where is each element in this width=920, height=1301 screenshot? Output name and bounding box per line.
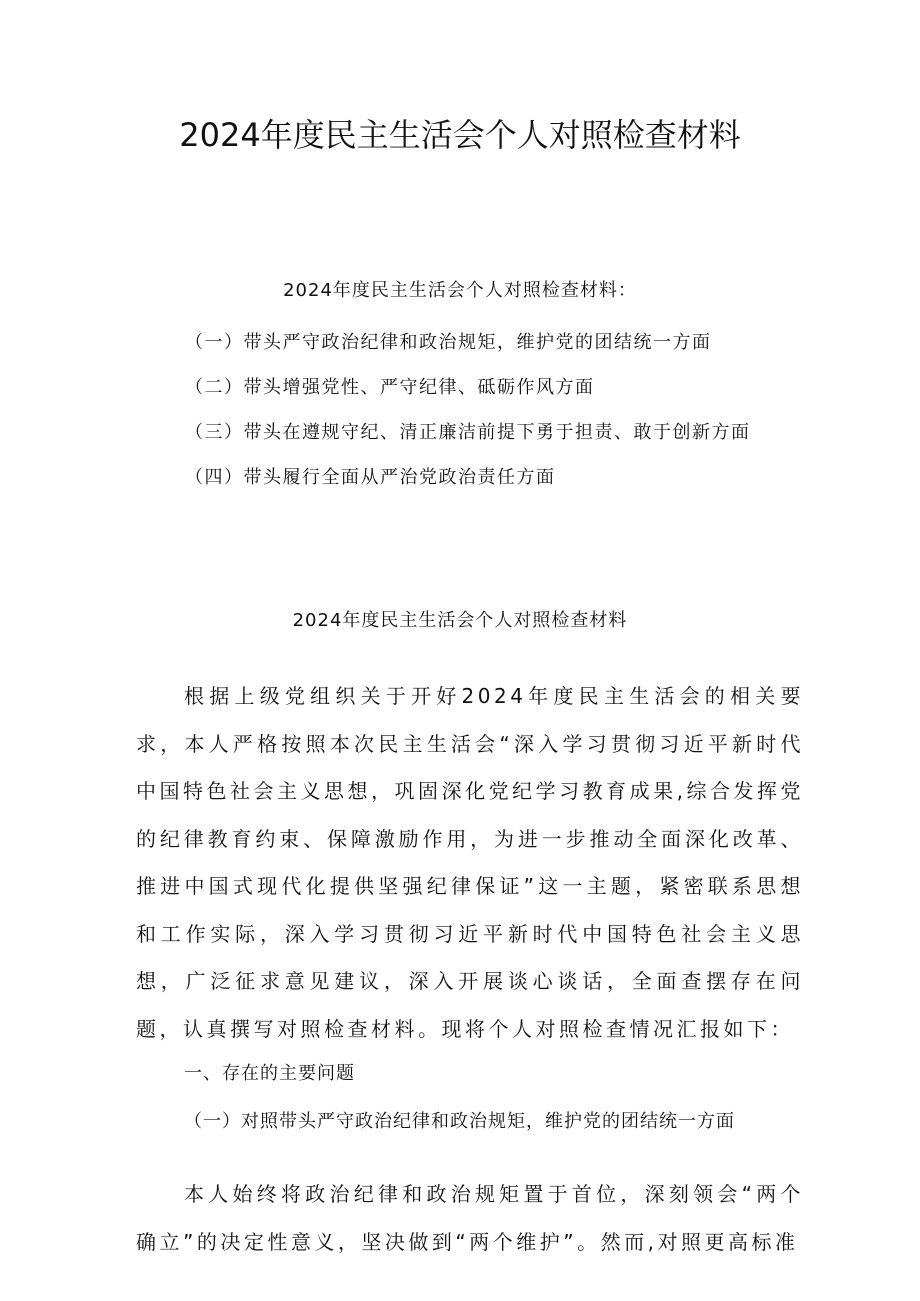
toc-heading: 2024年度民主生活会个人对照检查材料： — [283, 280, 637, 301]
toc-item: （四）带头履行全面从严治党政治责任方面 — [185, 467, 556, 488]
heading-level1: 一、存在的主要问题 — [184, 1063, 355, 1084]
toc-item: （三）带头在遵规守纪、清正廉洁前提下勇于担责、敢于创新方面 — [185, 422, 751, 443]
document-title: 2024年度民主生活会个人对照检查材料 — [179, 116, 741, 154]
toc-list — [185, 320, 875, 500]
toc-item: （一）带头严守政治纪律和政治规矩，维护党的团结统一方面 — [185, 332, 712, 353]
intro-paragraph: 根据上级党组织关于开好2024年度民主生活会的相关要求，本人严格按照本次民主生活会“深入学习贯彻习近平新时代中国特色社会主义思想，巩固深化党纪学习教育成果,综合发挥党的纪律教育约束、保障激励作用，为进一步推动全面深化改革、推进中国式现代化提供坚强纪律保证”这一主题，紧密联系思想和工作实际，深入学习贯彻习近平新时代中国特色社会主义思想，广泛征求意见建议，深入开展谈心谈话，全面查摆存在问题，认真撰写对照检查材料。现将个人对照检查情况汇报如下： — [136, 684, 804, 1041]
toc-item: （二）带头增强党性、严守纪律、砥砺作风方面 — [185, 377, 595, 398]
section-title: 2024年度民主生活会个人对照检查材料 — [292, 610, 628, 631]
heading-level2: （一）对照带头严守政治纪律和政治规矩，维护党的团结统一方面 — [184, 1111, 735, 1132]
body-paragraph: 本人始终将政治纪律和政治规矩置于首位，深刻领会“两个确立”的决定性意义，坚决做到“两个维护”。然而,对照更高标准 — [136, 1182, 804, 1254]
